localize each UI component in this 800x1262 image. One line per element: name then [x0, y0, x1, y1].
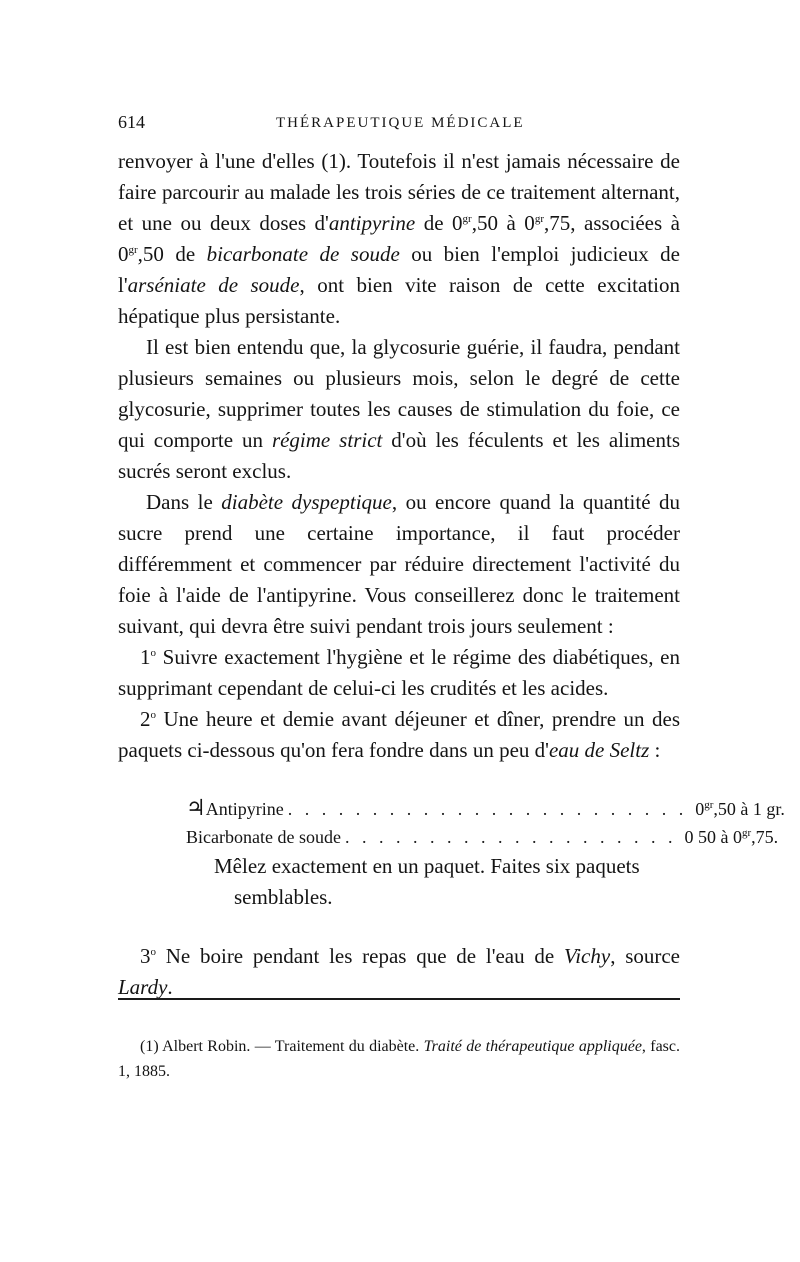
unit-superscript: gr [462, 213, 472, 225]
italic-term: Lardy [118, 975, 168, 999]
dose-value: ,75. [751, 827, 779, 847]
ingredient-dose [676, 823, 778, 851]
recipe-symbol: ♃ [186, 795, 206, 820]
footnote-text: , fasc. 1, 1885. [118, 1038, 681, 1080]
text-run: , ou encore quand la quantité du sucre prend une certaine importance, il faut procéder différemment et commencer par réduire directement l'activité du foie à l'aide de l'antipyrine. Vous conseillerez donc le traitement suivant, qui devra être suivi pendant trois jours seulement : [118, 490, 680, 638]
prescription-instructions [186, 851, 664, 913]
italic-term: arséniate de soude [127, 273, 300, 297]
running-title: THÉRAPEUTIQUE MÉDICALE [276, 115, 525, 131]
running-head [118, 112, 680, 146]
dose-value: 0 50 à 0 [684, 827, 742, 847]
ordinal-superscript: o [150, 946, 156, 958]
item-text: . [167, 975, 173, 999]
unit-superscript: gr [534, 213, 544, 225]
list-item-2 [118, 704, 680, 766]
unit-superscript: gr [128, 244, 138, 256]
italic-term: antipyrine [328, 211, 416, 235]
footnote-title: Traité de thérapeutique appliquée [423, 1038, 642, 1055]
leader-dots: . . . . . . . . . . . . . . . . . . . . [344, 827, 677, 847]
ordinal-superscript: o [150, 709, 156, 721]
instruction-text: Mêlez exactement en un paquet. Faites six paquets [214, 854, 640, 878]
ingredient-dose [687, 795, 785, 823]
footnote [118, 1034, 680, 1084]
item-number: 2 [140, 707, 151, 731]
item-number: 1 [140, 645, 151, 669]
item-text: , source [610, 944, 681, 968]
paragraph-glycosurie [118, 332, 680, 487]
text-run: Il est bien entendu que, la glycosurie guérie, il faudra, pendant plusieurs semaines ou plusieurs mois, selon le degré de cette glycosurie, supprimer toutes les causes de stimulation du foie, ce qui comporte un [118, 335, 680, 452]
text-run: ,75, associées à 0 [118, 211, 680, 266]
leader-dots: . . . . . . . . . . . . . . . . . . . . . . . . [287, 799, 688, 819]
italic-term: bicarbonate de soude [206, 242, 400, 266]
item-text: : [649, 738, 661, 762]
item-text: Une heure et demie avant déjeuner et dîner, prendre un des paquets ci-dessous qu'on fera fondre dans un peu d' [118, 707, 680, 762]
text-run: d'où les féculents et les aliments sucrés seront exclus. [118, 428, 680, 483]
text-run: ,50 à 0 [471, 211, 535, 235]
italic-term: diabète dyspeptique [221, 490, 392, 514]
italic-term: régime strict [271, 428, 383, 452]
item-text: Suivre exactement l'hygiène et le régime des diabétiques, en supprimant cependant de celui-ci les crudités et les acides. [118, 645, 680, 700]
list-item-1 [118, 642, 680, 704]
text-run: renvoyer à l'une d'elles (1). Toutefois il n'est jamais nécessaire de faire parcourir au malade les trois séries de ce traitement alternant, et une ou deux doses d' [118, 149, 680, 235]
prescription-line-bicarbonate [186, 823, 779, 851]
paragraph-diabete-dyspeptique [118, 487, 680, 642]
unit-superscript: gr [741, 827, 752, 839]
italic-term: Vichy [563, 944, 611, 968]
italic-term: eau de Seltz [548, 738, 650, 762]
page-number: 614 [118, 112, 145, 132]
text-run: ,50 de [137, 242, 207, 266]
dose-value: ,50 à 1 gr. [713, 799, 785, 819]
item-number: 3 [140, 944, 151, 968]
ingredient-name: Antipyrine [205, 799, 284, 819]
book-page [118, 112, 785, 1080]
instruction-text: semblables. [234, 885, 333, 909]
text-run: , ont bien vite raison de cette excitation hépatique plus persistante. [118, 273, 680, 328]
list-item-3 [118, 941, 680, 1003]
item-text: Ne boire pendant les repas que de l'eau de [156, 944, 564, 968]
body-text [118, 146, 785, 1003]
prescription-line-antipyrine [186, 794, 785, 823]
footnote-rule [118, 998, 680, 1000]
paragraph-continuation [118, 146, 680, 332]
unit-superscript: gr [704, 799, 714, 811]
ingredient-name: Bicarbonate de soude [186, 827, 341, 847]
text-run: Dans le [146, 490, 222, 514]
text-run: de 0 [415, 211, 463, 235]
footnote-text: (1) Albert Robin. — Traitement du diabète. [140, 1038, 424, 1055]
text-run: ou bien l'emploi judicieux de l' [118, 242, 680, 297]
prescription [186, 794, 785, 913]
dose-value: 0 [695, 799, 705, 819]
ordinal-superscript: o [150, 647, 156, 659]
